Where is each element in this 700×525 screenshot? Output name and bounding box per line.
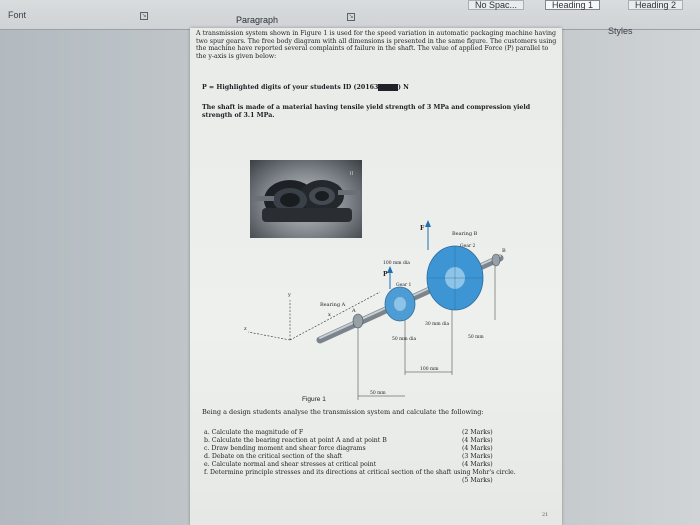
style-no-spacing[interactable]: No Spac... [468, 0, 524, 10]
label-dim-100-top: 100 mm dia [383, 261, 410, 266]
label-force-p: P [383, 271, 388, 278]
label-point-b: B [502, 248, 506, 254]
label-dim-30: 30 mm dia [425, 322, 450, 327]
label-dim-100-bottom: 100 mm [420, 367, 439, 372]
styles-group-label: Styles [608, 26, 633, 36]
ribbon [0, 0, 700, 30]
paragraph-group-label: Paragraph [236, 15, 279, 25]
task-marks-e: (4 Marks) [462, 461, 493, 468]
label-force-f: F [420, 225, 425, 232]
label-point-a: A [352, 308, 356, 314]
task-marks-a: (2 Marks) [462, 429, 493, 436]
task-item-b: b. Calculate the bearing reaction at point A and at point B [204, 437, 387, 444]
label-axis-y: y [288, 292, 291, 298]
figure-caption: Figure 1 [302, 396, 326, 403]
task-item-a: a. Calculate the magnitude of F [204, 429, 304, 436]
label-bearing-b: Bearing B [452, 231, 478, 237]
task-marks-b: (4 Marks) [462, 437, 493, 444]
label-dim-50-bottom: 50 mm [370, 391, 386, 396]
free-body-diagram [230, 200, 530, 410]
task-item-c: c. Draw bending moment and shear force diagrams [204, 445, 366, 452]
font-dialog-launcher-icon[interactable]: ↘ [141, 13, 147, 19]
p-value-line: P = Highlighted digits of your students ID (201633731) N [202, 84, 409, 91]
label-gear-1: Gear 1 [396, 283, 412, 288]
label-dim-50-r: 50 mm [468, 335, 484, 340]
task-item-d: d. Debate on the critical section of the shaft [204, 453, 343, 460]
task-marks-f: (5 Marks) [462, 477, 493, 484]
canvas-margin-right [560, 26, 700, 525]
label-dim-50-dia: 50 mm dia [392, 337, 417, 342]
intro-paragraph: A transmission system shown in Figure 1 is used for the speed variation in automatic packaging machine having two spur gears. The free body diagram with all dimensions is presented in the same figure. The customers using the machine have reported several complaints of failure in the shaft. The value of applied Force (P) parallel to the y-axis is given below: [196, 30, 557, 60]
paragraph-dialog-launcher-icon[interactable]: ↘ [348, 14, 354, 20]
highlighted-digits: 3731 [379, 84, 397, 91]
task-item-e: e. Calculate normal and shear stresses at critical point [204, 461, 377, 468]
font-group-label: Font [8, 10, 27, 20]
document-page[interactable] [190, 15, 562, 525]
style-heading-1[interactable]: Heading 1 [545, 0, 600, 10]
label-axis-x: x [328, 312, 331, 318]
label-gear-2: Gear 2 [460, 244, 476, 249]
task-marks-c: (4 Marks) [462, 445, 493, 452]
task-marks-d: (3 Marks) [462, 453, 493, 460]
label-bearing-a: Bearing A [320, 302, 346, 308]
task-item-f: f. Determine principle stresses and its directions at critical section of the shaft using Mohr's circle. [204, 469, 516, 476]
page-number: 21 [542, 512, 549, 518]
label-axis-z: z [244, 326, 247, 332]
svg-text:II: II [350, 171, 353, 177]
canvas-margin-left [0, 30, 190, 525]
style-heading-2[interactable]: Heading 2 [628, 0, 683, 10]
material-paragraph: The shaft is made of a material having tensile yield strength of 3 MPa and compression yield strength of 3.1 MPa. [202, 104, 531, 119]
task-intro: Being a design students analyse the transmission system and calculate the following: [202, 408, 484, 416]
